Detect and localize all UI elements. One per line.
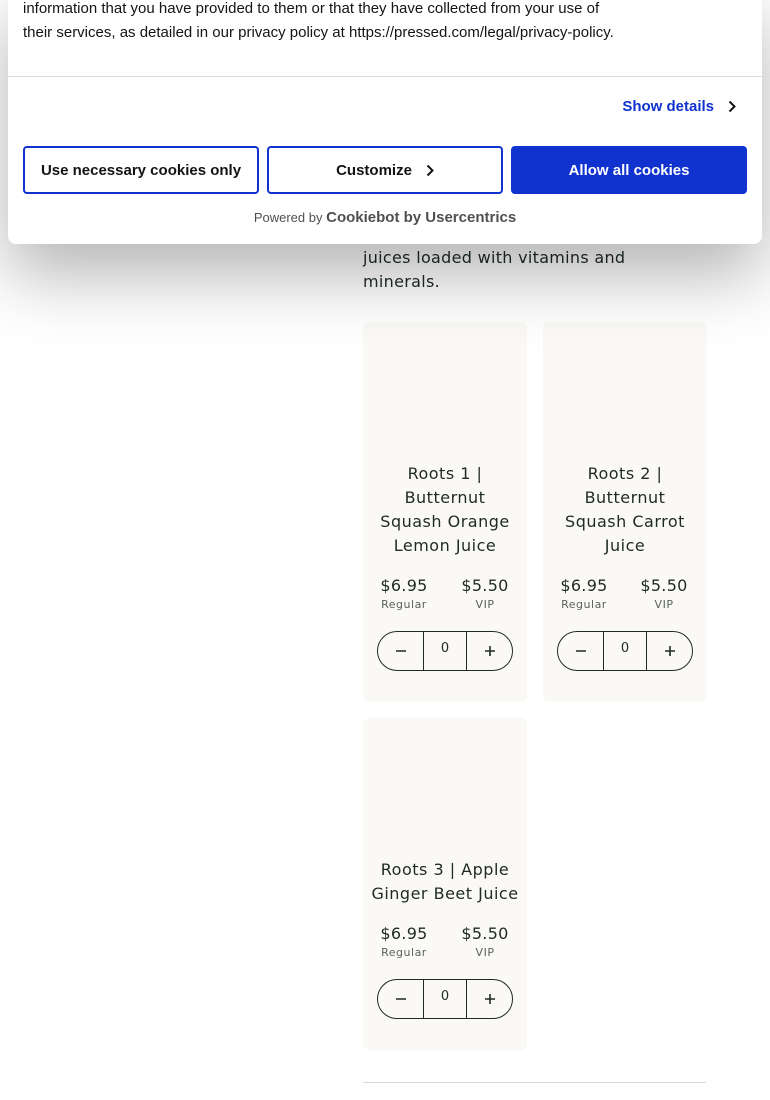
- decrease-quantity-button[interactable]: [378, 632, 423, 670]
- regular-price: [374, 924, 434, 961]
- regular-price-label: Regular: [561, 598, 607, 611]
- consent-description: [23, 0, 713, 45]
- regular-price-value: $6.95: [380, 576, 428, 595]
- consent-text-line: information that you have provided to them or that they have collected from your use of: [23, 0, 600, 17]
- quantity-input[interactable]: 0: [423, 632, 467, 670]
- regular-price: [554, 576, 614, 613]
- quantity-stepper: [557, 631, 693, 671]
- plus-icon: [484, 993, 496, 1005]
- quantity-stepper: [377, 979, 513, 1019]
- banner-divider: [8, 76, 762, 77]
- powered-by: [8, 209, 762, 226]
- plus-icon: [664, 645, 676, 657]
- consent-text-line: their services, as detailed in our privacy policy at https://pressed.com/legal/privacy-policy.: [23, 24, 614, 41]
- cookie-consent-banner: [8, 0, 762, 244]
- increase-quantity-button[interactable]: [647, 632, 692, 670]
- quantity-input[interactable]: 0: [603, 632, 647, 670]
- increase-quantity-button[interactable]: [467, 632, 512, 670]
- chevron-right-icon: [426, 164, 434, 177]
- product-image[interactable]: [363, 322, 527, 452]
- decrease-quantity-button[interactable]: [378, 980, 423, 1018]
- customize-button[interactable]: [267, 146, 503, 194]
- regular-price-value: $6.95: [380, 924, 428, 943]
- powered-by-prefix: Powered by: [253, 210, 323, 225]
- show-details-link[interactable]: [622, 98, 736, 115]
- vip-price-label: VIP: [475, 598, 495, 611]
- allow-all-cookies-label: Allow all cookies: [568, 161, 690, 179]
- use-necessary-cookies-button[interactable]: [23, 146, 259, 194]
- regular-price: [374, 576, 434, 613]
- allow-all-cookies-button[interactable]: [511, 146, 747, 194]
- customize-label: Customize: [336, 161, 412, 179]
- product-image[interactable]: [543, 322, 707, 452]
- section-divider: [363, 1082, 706, 1083]
- regular-price-label: Regular: [381, 598, 427, 611]
- regular-price-value: $6.95: [560, 576, 608, 595]
- minus-icon: [395, 993, 407, 1005]
- quantity-input[interactable]: 0: [423, 980, 467, 1018]
- vip-price-label: VIP: [654, 598, 674, 611]
- product-name[interactable]: Roots 3 | Apple Ginger Beet Juice: [371, 860, 519, 903]
- product-card[interactable]: [363, 322, 527, 702]
- vip-price-label: VIP: [475, 946, 495, 959]
- chevron-right-icon: [728, 100, 736, 113]
- regular-price-label: Regular: [381, 946, 427, 959]
- vip-price-value: $5.50: [640, 576, 688, 595]
- use-necessary-cookies-label: Use necessary cookies only: [40, 161, 242, 179]
- vip-price: [455, 924, 515, 961]
- vip-price: [455, 576, 515, 613]
- minus-icon: [395, 645, 407, 657]
- product-name[interactable]: Roots 2 | Butternut Squash Carrot Juice: [565, 464, 685, 555]
- show-details-label: Show details: [622, 98, 714, 115]
- vip-price-value: $5.50: [461, 924, 509, 943]
- quantity-stepper: [377, 631, 513, 671]
- increase-quantity-button[interactable]: [467, 980, 512, 1018]
- product-card[interactable]: [363, 718, 527, 1050]
- intro-line: juices loaded with vitamins and minerals.: [363, 248, 626, 291]
- vip-price: [634, 576, 694, 613]
- product-name[interactable]: Roots 1 | Butternut Squash Orange Lemon Juice: [380, 464, 510, 555]
- vip-price-value: $5.50: [461, 576, 509, 595]
- product-card[interactable]: [543, 322, 707, 702]
- decrease-quantity-button[interactable]: [558, 632, 603, 670]
- minus-icon: [575, 645, 587, 657]
- plus-icon: [484, 645, 496, 657]
- product-image[interactable]: [363, 718, 527, 848]
- cookiebot-logo[interactable]: Cookiebot by Usercentrics: [326, 209, 517, 226]
